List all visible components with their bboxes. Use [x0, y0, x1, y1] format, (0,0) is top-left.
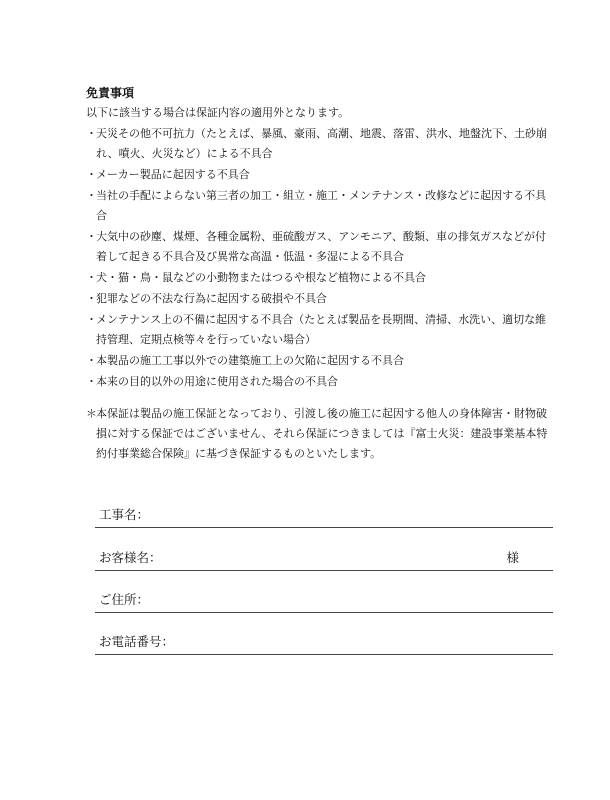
list-item	[86, 268, 556, 288]
address-field[interactable]	[95, 590, 553, 613]
bullet: ・	[86, 189, 97, 202]
bullet: ・	[86, 230, 97, 243]
honorific-suffix: 様	[506, 550, 519, 565]
list-item	[86, 310, 556, 350]
customer-name-label: お客様名：	[99, 550, 162, 565]
list-item-text: 大気中の砂塵、煤煙、各種金属粉、亜硫酸ガス、アンモニア、酸類、車の排気ガスなどが付着して起きる不具合及び異常な高温・低温・多湿による不具合	[96, 230, 547, 263]
disclaimer-title: 免責事項	[86, 86, 135, 100]
phone-label: お電話番号：	[99, 634, 175, 649]
list-item	[86, 351, 556, 371]
bullet: ・	[86, 271, 97, 284]
list-item-text: 当社の手配によらない第三者の加工・組立・施工・メンテナンス・改修などに起因する不具合	[96, 189, 547, 222]
list-item	[86, 227, 556, 267]
construction-name-label: 工事名：	[99, 507, 150, 522]
list-item-text: 天災その他不可抗力（たとえば、暴風、豪雨、高潮、地震、落雷、洪水、地盤沈下、土砂崩れ、噴火、火災など）による不具合	[96, 127, 547, 160]
list-item	[86, 186, 556, 226]
list-item-text: 犬・猫・鳥・鼠などの小動物またはつるや根など植物による不具合	[96, 271, 426, 284]
list-item-text: メーカー製品に起因する不具合	[96, 168, 250, 181]
disclaimer-intro: 以下に該当する場合は保証内容の適用外となります。	[86, 106, 350, 119]
list-item-text: 犯罪などの不法な行為に起因する破損や不具合	[96, 292, 327, 305]
bullet: ・	[86, 313, 97, 326]
bullet: ・	[86, 127, 97, 140]
list-item	[86, 165, 556, 185]
construction-name-field[interactable]	[95, 505, 553, 528]
warranty-note	[86, 404, 556, 464]
bullet: ・	[86, 168, 97, 181]
list-item-text: メンテナンス上の不備に起因する不具合（たとえば製品を長期間、清掃、水洗い、適切な維持管理、定期点検等々を行っていない場合）	[96, 313, 547, 346]
note-asterisk: ＊	[86, 407, 97, 420]
list-item-text: 本製品の施工工事以外での建築施工上の欠陥に起因する不具合	[96, 354, 404, 367]
list-item	[86, 289, 556, 309]
note-text: 本保証は製品の施工保証となっており、引渡し後の施工に起因する他人の身体障害・財物破損に対する保証ではございません、それら保証につきましては『富士火災：建設事業基本特約付事業総合保険』に基づき保証するものといたします。	[96, 407, 548, 460]
phone-field[interactable]	[95, 632, 553, 655]
list-item	[86, 124, 556, 164]
address-label: ご住所：	[99, 592, 150, 607]
bullet: ・	[86, 354, 97, 367]
bullet: ・	[86, 375, 97, 388]
customer-name-field[interactable]	[95, 548, 553, 571]
bullet: ・	[86, 292, 97, 305]
list-item-text: 本来の目的以外の用途に使用された場合の不具合	[96, 375, 338, 388]
disclaimer-list	[86, 124, 556, 393]
list-item	[86, 372, 556, 392]
